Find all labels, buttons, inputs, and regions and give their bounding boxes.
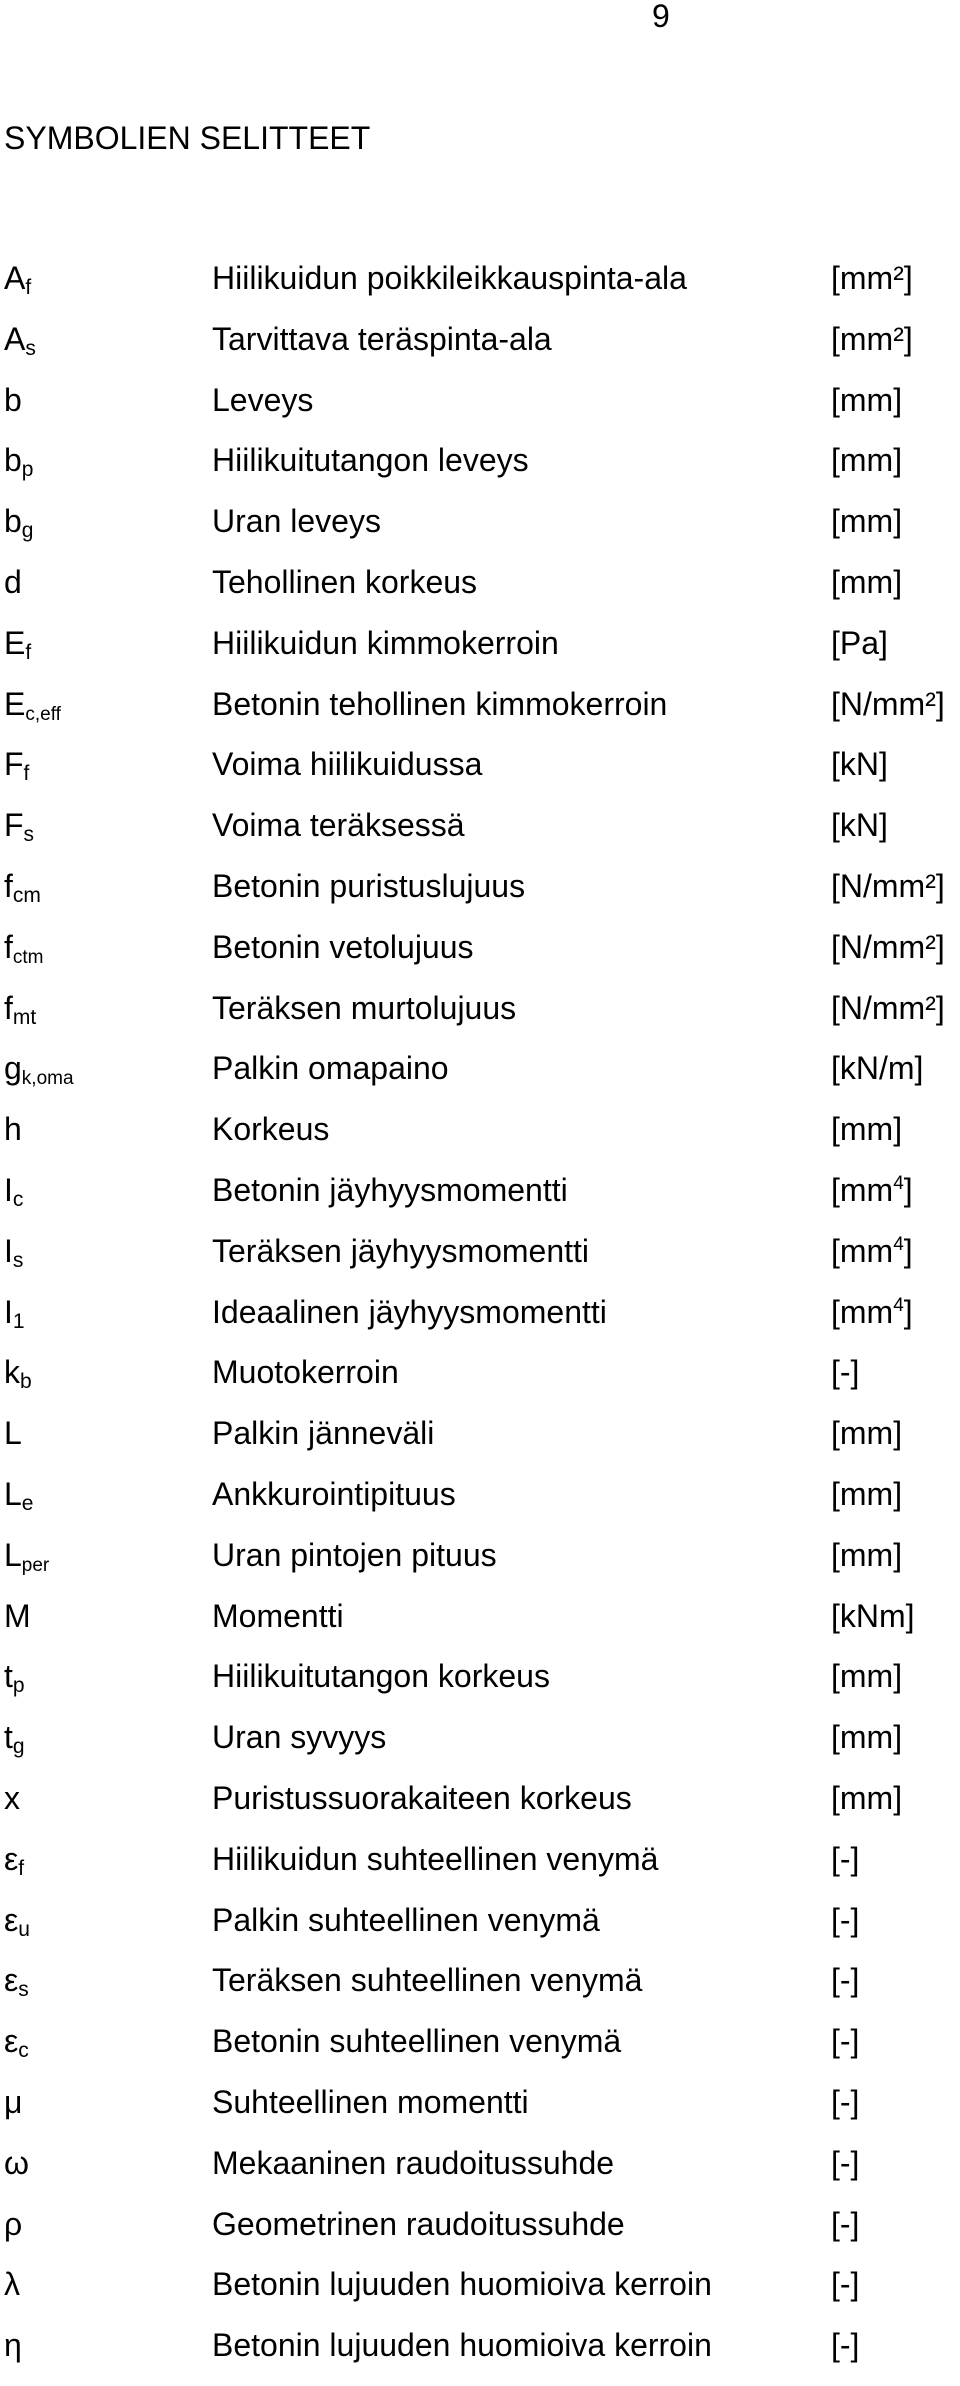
symbol-unit: [mm] xyxy=(831,1779,903,1816)
symbol xyxy=(4,1170,23,1215)
symbol-row xyxy=(0,1352,960,1413)
symbol-description: Betonin tehollinen kimmokerroin xyxy=(212,685,668,722)
symbol-row xyxy=(0,2082,960,2143)
symbol-unit: [-] xyxy=(831,2266,860,2303)
symbol-description: Muotokerroin xyxy=(212,1354,399,1391)
symbol-base: h xyxy=(4,1111,22,1148)
symbol-row xyxy=(0,1109,960,1170)
symbol-unit: [-] xyxy=(831,1962,860,1999)
symbol-unit: [N/mm²] xyxy=(831,685,945,722)
symbol xyxy=(4,2143,29,2183)
symbol-description: Ideaalinen jäyhyysmomentti xyxy=(212,1293,607,1330)
symbol-unit: [N/mm²] xyxy=(831,928,945,965)
symbol-unit: [kNm] xyxy=(831,1597,915,1634)
symbol-row xyxy=(0,1231,960,1292)
symbol-row xyxy=(0,1839,960,1900)
section-heading: SYMBOLIEN SELITTEET xyxy=(4,120,371,156)
symbol-description: Betonin vetolujuus xyxy=(212,928,474,965)
symbol xyxy=(4,988,36,1033)
symbol-subscript: c,eff xyxy=(25,703,61,725)
symbol xyxy=(4,380,22,420)
unit-end: ] xyxy=(903,1171,913,1208)
symbol xyxy=(4,258,31,303)
symbol-description: Puristussuorakaiteen korkeus xyxy=(212,1779,632,1816)
symbol-unit: [mm²] xyxy=(831,320,913,357)
symbol-unit: [kN/m] xyxy=(831,1050,924,1087)
symbol-subscript: per xyxy=(21,1554,50,1576)
symbol xyxy=(4,2021,29,2066)
symbol-base: λ xyxy=(4,2266,20,2303)
symbol-subscript: p xyxy=(12,1674,25,1698)
symbol-subscript: e xyxy=(21,1491,34,1515)
symbol xyxy=(4,1900,30,1945)
symbol-row xyxy=(0,805,960,866)
symbol xyxy=(4,1048,74,1094)
symbol-unit: [mm] xyxy=(831,381,903,418)
page-number: 9 xyxy=(652,0,670,34)
symbol-description: Betonin lujuuden huomioiva kerroin xyxy=(212,2266,712,2303)
unit-end: ] xyxy=(903,1232,913,1269)
symbol xyxy=(4,319,36,364)
symbol xyxy=(4,1352,32,1397)
symbol-unit: [kN] xyxy=(831,807,888,844)
symbol-row xyxy=(0,866,960,927)
symbol-unit: [N/mm²] xyxy=(831,867,945,904)
symbol-base: f xyxy=(4,989,13,1026)
symbol xyxy=(4,1292,25,1337)
symbol-unit: [-] xyxy=(831,2144,860,2181)
symbol-unit: [mm] xyxy=(831,1658,903,1695)
symbol xyxy=(4,1778,20,1818)
symbol-description: Uran syvyys xyxy=(212,1719,387,1756)
symbol xyxy=(4,2082,22,2122)
unit-superscript: 4 xyxy=(893,1294,904,1316)
symbol-base: b xyxy=(4,503,22,540)
symbol-unit: [mm] xyxy=(831,1111,903,1148)
symbol-description: Voima hiilikuidussa xyxy=(212,746,483,783)
symbol xyxy=(4,805,34,850)
symbol-base: b xyxy=(4,442,22,479)
symbol-description: Betonin suhteellinen venymä xyxy=(212,2023,622,2060)
symbol-base: L xyxy=(4,1415,22,1452)
symbol xyxy=(4,927,44,973)
symbol xyxy=(4,440,33,485)
symbol-description: Palkin jänneväli xyxy=(212,1415,435,1452)
symbol-description: Betonin lujuuden huomioiva kerroin xyxy=(212,2327,712,2364)
symbol-base: t xyxy=(4,1719,13,1756)
symbol-subscript: p xyxy=(21,458,34,482)
symbol-row xyxy=(0,2204,960,2265)
symbol-description: Suhteellinen momentti xyxy=(212,2083,529,2120)
symbol-subscript: s xyxy=(12,1248,24,1272)
symbol-base: ε xyxy=(4,1901,19,1938)
symbol-description: Palkin omapaino xyxy=(212,1050,449,1087)
symbol-subscript: s xyxy=(25,336,36,360)
symbol-row xyxy=(0,1535,960,1596)
symbol xyxy=(4,1413,22,1453)
symbol xyxy=(4,744,29,789)
unit-base: [mm xyxy=(831,1293,894,1330)
symbol-description: Teräksen jäyhyysmomentti xyxy=(212,1232,590,1269)
symbol-description: Mekaaninen raudoitussuhde xyxy=(212,2144,615,2181)
symbol-subscript: s xyxy=(23,823,35,847)
symbol-description: Hiilikuidun suhteellinen venymä xyxy=(212,1840,659,1877)
symbol-row xyxy=(0,1596,960,1657)
symbol xyxy=(4,1656,25,1701)
symbol-row xyxy=(0,258,960,319)
symbol-subscript: k,oma xyxy=(21,1068,74,1090)
symbol-row xyxy=(0,1778,960,1839)
symbol-subscript: c xyxy=(18,2039,29,2063)
symbol-unit: [-] xyxy=(831,1901,860,1938)
symbol-subscript: f xyxy=(18,1856,25,1880)
symbol-description: Hiilikuitutangon korkeus xyxy=(212,1658,550,1695)
symbol-subscript: ctm xyxy=(12,946,44,968)
symbol-base: f xyxy=(4,867,13,904)
symbol-base: t xyxy=(4,1658,13,1695)
symbol-unit: [mm] xyxy=(831,1415,903,1452)
symbol-base: f xyxy=(4,928,13,965)
symbol-base: E xyxy=(4,685,26,722)
symbol-row xyxy=(0,1474,960,1535)
symbol-unit xyxy=(831,1231,913,1277)
symbol-row xyxy=(0,2325,960,2386)
symbol-subscript: u xyxy=(18,1917,30,1941)
symbol-row xyxy=(0,501,960,562)
symbol-subscript: f xyxy=(23,762,30,786)
symbol-row xyxy=(0,1900,960,1961)
symbol-subscript: g xyxy=(12,1735,25,1759)
symbol xyxy=(4,2325,22,2365)
symbol xyxy=(4,684,61,730)
symbol-subscript: mt xyxy=(12,1005,37,1029)
symbol-description: Uran pintojen pituus xyxy=(212,1536,497,1573)
symbol xyxy=(4,1231,23,1276)
symbol-base: b xyxy=(4,381,22,418)
symbol xyxy=(4,2264,20,2304)
symbol-row xyxy=(0,2143,960,2204)
symbol-base: I xyxy=(4,1293,13,1330)
symbol xyxy=(4,1839,24,1884)
symbol-unit: [-] xyxy=(831,1354,860,1391)
symbol-description: Momentti xyxy=(212,1597,344,1634)
symbol xyxy=(4,1474,33,1519)
symbol xyxy=(4,1596,31,1636)
symbol-description: Geometrinen raudoitussuhde xyxy=(212,2205,625,2242)
symbol-description: Teräksen murtolujuus xyxy=(212,989,517,1026)
symbol-unit: [mm] xyxy=(831,442,903,479)
symbol-base: F xyxy=(4,746,24,783)
symbol-base: ε xyxy=(4,2023,19,2060)
symbol-base: x xyxy=(4,1779,20,1816)
symbol-description: Betonin puristuslujuus xyxy=(212,867,526,904)
symbol-row xyxy=(0,1656,960,1717)
symbol-subscript: f xyxy=(25,640,32,664)
symbol-unit: [N/mm²] xyxy=(831,989,945,1026)
symbol xyxy=(4,2204,22,2244)
symbol-base: ε xyxy=(4,1840,19,1877)
symbol xyxy=(4,501,33,546)
symbol-row xyxy=(0,1048,960,1109)
symbol-unit: [-] xyxy=(831,2083,860,2120)
symbol-base: η xyxy=(4,2327,22,2364)
symbol-base: g xyxy=(4,1050,22,1087)
symbol-subscript: cm xyxy=(12,883,41,907)
unit-superscript: 4 xyxy=(893,1233,904,1255)
symbol-list xyxy=(0,258,960,2386)
symbol-row xyxy=(0,927,960,988)
symbol-unit: [mm] xyxy=(831,1475,903,1512)
symbol-row xyxy=(0,684,960,745)
symbol-subscript: 1 xyxy=(12,1309,25,1333)
symbol-base: ω xyxy=(4,2144,29,2181)
symbol-row xyxy=(0,562,960,623)
symbol-base: A xyxy=(4,320,26,357)
symbol-description: Hiilikuidun poikkileikkauspinta-ala xyxy=(212,260,687,296)
symbol-description: Voima teräksessä xyxy=(212,807,465,844)
symbol-row xyxy=(0,1717,960,1778)
symbol-description: Korkeus xyxy=(212,1111,330,1148)
symbol xyxy=(4,1109,22,1149)
symbol-unit: [-] xyxy=(831,1840,860,1877)
symbol-subscript: g xyxy=(21,519,34,543)
symbol-unit: [mm] xyxy=(831,1719,903,1756)
symbol-description: Teräksen suhteellinen venymä xyxy=(212,1962,643,1999)
symbol-row xyxy=(0,1292,960,1353)
symbol-base: ρ xyxy=(4,2205,23,2242)
symbol-base: F xyxy=(4,807,24,844)
symbol xyxy=(4,623,31,668)
symbol-base: M xyxy=(4,1597,31,1634)
symbol-row xyxy=(0,1960,960,2021)
symbol-unit: [mm] xyxy=(831,503,903,540)
symbol-description: Tehollinen korkeus xyxy=(212,563,478,600)
symbol-subscript: s xyxy=(18,1978,29,2002)
unit-base: [mm xyxy=(831,1171,894,1208)
symbol-unit xyxy=(831,1292,913,1338)
symbol-row xyxy=(0,1170,960,1231)
unit-end: ] xyxy=(903,1293,913,1330)
symbol-row xyxy=(0,623,960,684)
symbol-description: Hiilikuitutangon leveys xyxy=(212,442,529,479)
symbol-base: I xyxy=(4,1232,13,1269)
symbol-row xyxy=(0,319,960,380)
symbol-row xyxy=(0,2021,960,2082)
symbol-description: Ankkurointipituus xyxy=(212,1475,456,1512)
symbol-unit: [mm] xyxy=(831,563,903,600)
symbol-unit: [-] xyxy=(831,2327,860,2364)
symbol-base: A xyxy=(4,260,26,296)
symbol-description: Tarvittava teräspinta-ala xyxy=(212,320,552,357)
symbol-subscript: f xyxy=(25,276,32,299)
symbol xyxy=(4,1717,25,1762)
unit-superscript: 4 xyxy=(893,1172,904,1194)
symbol-unit: [-] xyxy=(831,2023,860,2060)
symbol xyxy=(4,1960,29,2005)
unit-base: [mm xyxy=(831,1232,894,1269)
symbol-unit xyxy=(831,1170,913,1216)
symbol-row xyxy=(0,380,960,441)
symbol-description: Uran leveys xyxy=(212,503,381,540)
symbol xyxy=(4,866,41,911)
symbol-base: ε xyxy=(4,1962,19,1999)
symbol-row xyxy=(0,744,960,805)
symbol-unit: [Pa] xyxy=(831,624,888,661)
symbol-base: L xyxy=(4,1475,22,1512)
symbol-unit: [-] xyxy=(831,2205,860,2242)
symbol-unit: [mm] xyxy=(831,1536,903,1573)
symbol xyxy=(4,562,22,602)
symbol-row xyxy=(0,2264,960,2325)
symbol-subscript: b xyxy=(20,1370,32,1394)
symbol-base: L xyxy=(4,1536,22,1573)
symbol-unit: [kN] xyxy=(831,746,888,783)
symbol-subscript: c xyxy=(12,1187,24,1211)
symbol-base: d xyxy=(4,563,22,600)
symbol-base: I xyxy=(4,1171,13,1208)
symbol-base: E xyxy=(4,624,26,661)
symbol-unit: [mm²] xyxy=(831,260,913,296)
symbol-description: Palkin suhteellinen venymä xyxy=(212,1901,600,1938)
symbol-base: μ xyxy=(4,2083,23,2120)
symbol-description: Betonin jäyhyysmomentti xyxy=(212,1171,568,1208)
symbol-base: k xyxy=(4,1354,20,1391)
symbol-description: Leveys xyxy=(212,381,314,418)
symbol-row xyxy=(0,1413,960,1474)
symbol-description: Hiilikuidun kimmokerroin xyxy=(212,624,559,661)
symbol-row xyxy=(0,440,960,501)
symbol-row xyxy=(0,988,960,1049)
symbol xyxy=(4,1535,49,1581)
